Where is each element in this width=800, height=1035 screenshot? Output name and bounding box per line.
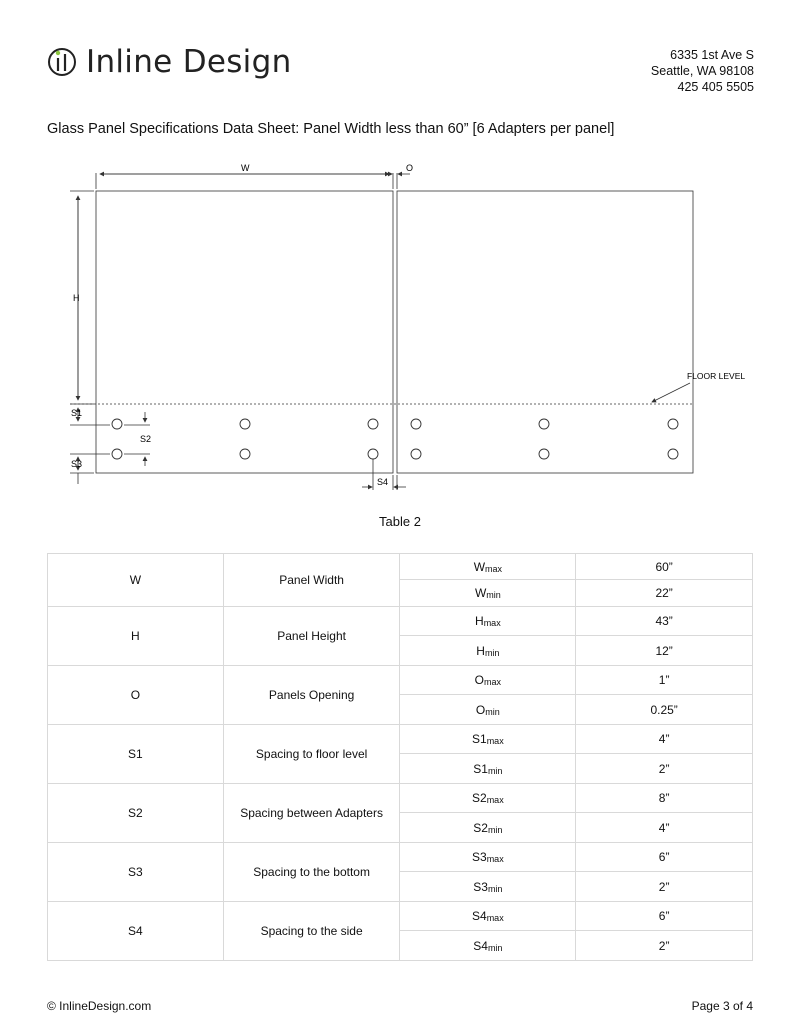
adapter-hole xyxy=(668,419,678,429)
table-row xyxy=(48,607,753,636)
table-caption: Table 2 xyxy=(379,514,421,529)
max-value: 1” xyxy=(576,666,753,695)
adapter-hole xyxy=(368,449,378,459)
min-value: 22” xyxy=(576,580,753,607)
param-name: Panel Width xyxy=(223,554,400,607)
address-line: Seattle, WA 98108 xyxy=(650,64,754,78)
footer-copyright: © InlineDesign.com xyxy=(47,999,152,1013)
label-w: W xyxy=(241,163,250,173)
table-row xyxy=(48,784,753,813)
address-line: 6335 1st Ave S xyxy=(670,48,754,62)
max-value: 43” xyxy=(576,607,753,636)
floor-level-leader xyxy=(652,383,690,402)
max-label: $S2_{max}$ xyxy=(400,784,576,813)
max-value: 6” xyxy=(576,843,753,872)
param-name: Panels Opening xyxy=(223,666,400,725)
param-name: Spacing to the bottom xyxy=(223,843,400,902)
table-row xyxy=(48,554,753,580)
min-label: $S3_{min}$ xyxy=(400,872,576,902)
max-label: $H_{max}$ xyxy=(400,607,576,636)
label-o: O xyxy=(406,163,414,173)
max-value: 8” xyxy=(576,784,753,813)
min-label: $S4_{min}$ xyxy=(400,931,576,961)
label-s2: S2 xyxy=(140,434,152,444)
glass-panel-right xyxy=(397,191,693,473)
min-value: 0.25” xyxy=(576,695,753,725)
min-label: $W_{min}$ xyxy=(400,580,576,607)
param-symbol: W xyxy=(48,554,224,607)
max-value: 6” xyxy=(576,902,753,931)
param-symbol: H xyxy=(48,607,224,666)
label-s4: S4 xyxy=(377,477,389,487)
param-symbol: S3 xyxy=(48,843,224,902)
min-value: 12” xyxy=(576,636,753,666)
min-label: $O_{min}$ xyxy=(400,695,576,725)
min-value: 2” xyxy=(576,931,753,961)
logo-text: Inline Design xyxy=(86,43,292,80)
param-name: Spacing to floor level xyxy=(223,725,400,784)
max-label: $W_{max}$ xyxy=(400,554,576,580)
page-title: Glass Panel Specifications Data Sheet: Panel Width less than 60” [6 Adapters per panel] xyxy=(47,121,615,137)
label-floor-level: FLOOR LEVEL xyxy=(687,371,746,381)
adapter-hole xyxy=(112,449,122,459)
param-symbol: S4 xyxy=(48,902,224,961)
adapter-hole xyxy=(539,449,549,459)
param-symbol: O xyxy=(48,666,224,725)
glass-panel-left xyxy=(96,191,393,473)
table-row xyxy=(48,843,753,872)
table-row xyxy=(48,666,753,695)
param-symbol: S1 xyxy=(48,725,224,784)
phone-number: 425 405 5505 xyxy=(677,80,754,94)
min-label: $S1_{min}$ xyxy=(400,754,576,784)
min-label: $S2_{min}$ xyxy=(400,813,576,843)
param-name: Spacing between Adapters xyxy=(223,784,400,843)
label-s3: S3 xyxy=(71,459,83,469)
adapter-hole xyxy=(411,449,421,459)
max-value: 60” xyxy=(576,554,753,580)
adapter-hole xyxy=(539,419,549,429)
label-h: H xyxy=(73,293,80,303)
param-name: Spacing to the side xyxy=(223,902,400,961)
adapter-hole xyxy=(112,419,122,429)
max-label: $S3_{max}$ xyxy=(400,843,576,872)
table-row xyxy=(48,725,753,754)
spec-table xyxy=(47,553,753,961)
max-label: $O_{max}$ xyxy=(400,666,576,695)
max-label: $S4_{max}$ xyxy=(400,902,576,931)
max-value: 4” xyxy=(576,725,753,754)
page-number: Page 3 of 4 xyxy=(691,999,753,1013)
max-label: $S1_{max}$ xyxy=(400,725,576,754)
adapter-hole xyxy=(668,449,678,459)
min-label: $H_{min}$ xyxy=(400,636,576,666)
min-value: 2” xyxy=(576,754,753,784)
adapter-hole xyxy=(368,419,378,429)
adapter-hole xyxy=(411,419,421,429)
adapter-hole xyxy=(240,449,250,459)
min-value: 2” xyxy=(576,872,753,902)
adapter-hole xyxy=(240,419,250,429)
param-name: Panel Height xyxy=(223,607,400,666)
min-value: 4” xyxy=(576,813,753,843)
table-row xyxy=(48,902,753,931)
panel-diagram xyxy=(0,0,800,510)
param-symbol: S2 xyxy=(48,784,224,843)
label-s1: S1 xyxy=(71,408,83,418)
